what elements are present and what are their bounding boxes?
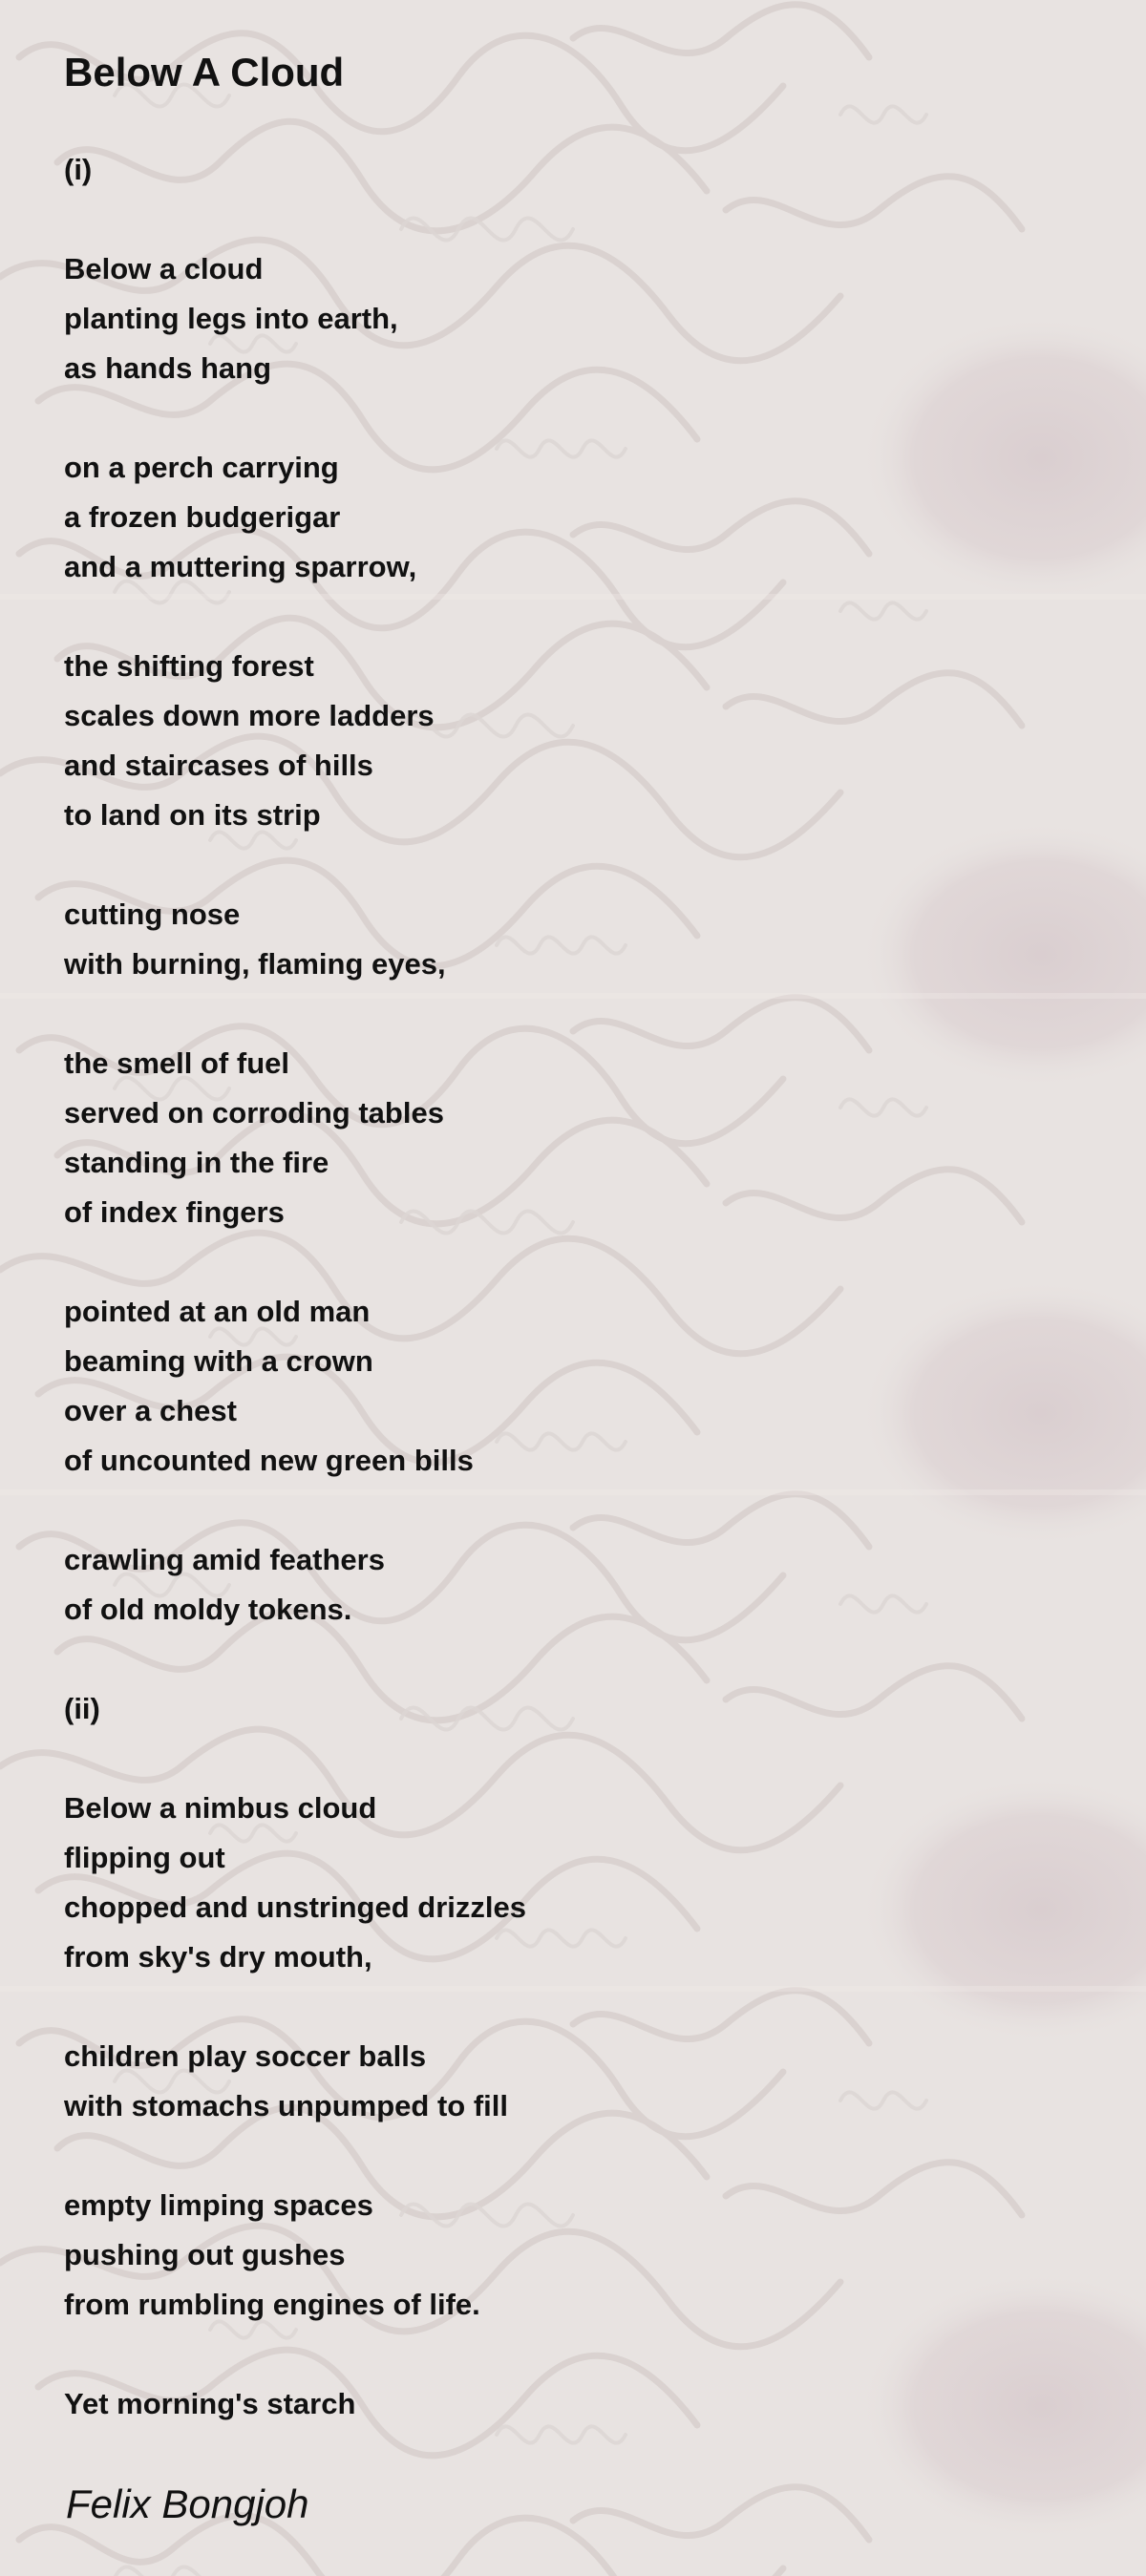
poem-line: Below a nimbus cloud [64, 1791, 377, 1825]
stanza-break [64, 1237, 526, 1287]
stanza-break [64, 840, 526, 890]
poem-line: cutting nose [64, 897, 241, 931]
poem-line: on a perch carrying [64, 451, 339, 484]
poem-line: to land on its strip [64, 798, 321, 832]
poem-line: the shifting forest [64, 649, 314, 683]
poem-line: (i) [64, 153, 93, 186]
stanza-break [64, 2330, 526, 2379]
poem-line: chopped and unstringed drizzles [64, 1890, 526, 1924]
poem-author: Felix Bongjoh [66, 2481, 309, 2526]
poem-line: the smell of fuel [64, 1046, 289, 1080]
poem-line: served on corroding tables [64, 1096, 444, 1130]
stanza-break [64, 1982, 526, 2032]
poem-line: scales down more ladders [64, 699, 435, 732]
poem-line: of index fingers [64, 1195, 285, 1229]
poem-line: empty limping spaces [64, 2188, 373, 2222]
poem-line: with burning, flaming eyes, [64, 947, 446, 981]
stanza-break [64, 1734, 526, 1784]
poem-line: from sky's dry mouth, [64, 1940, 372, 1974]
poem-line: with stomachs unpumped to fill [64, 2089, 508, 2122]
poem-line: Yet morning's starch [64, 2387, 356, 2420]
poem-line: and staircases of hills [64, 749, 373, 782]
poem-body [64, 145, 526, 2429]
poem-line: from rumbling engines of life. [64, 2288, 480, 2321]
poem-line: (ii) [64, 1692, 100, 1725]
poem-line: of old moldy tokens. [64, 1593, 352, 1626]
poem-line: crawling amid feathers [64, 1543, 385, 1576]
stanza-break [64, 2131, 526, 2181]
poem-line: Below a cloud [64, 252, 264, 285]
poem-line: pointed at an old man [64, 1295, 371, 1328]
stanza-break [64, 393, 526, 443]
poem-title: Below A Cloud [64, 50, 345, 95]
poem-line: and a muttering sparrow, [64, 550, 417, 583]
stanza-break [64, 989, 526, 1039]
poem-line: as hands hang [64, 351, 272, 385]
stanza-break [64, 195, 526, 244]
poem-line: a frozen budgerigar [64, 500, 341, 534]
poem-line: standing in the fire [64, 1146, 329, 1179]
poem-line: planting legs into earth, [64, 302, 398, 335]
poem-line: children play soccer balls [64, 2039, 427, 2073]
poem-line: pushing out gushes [64, 2238, 346, 2271]
stanza-break [64, 592, 526, 642]
poem-line: of uncounted new green bills [64, 1444, 474, 1477]
poem-line: over a chest [64, 1394, 237, 1427]
poem-line: beaming with a crown [64, 1344, 373, 1378]
poem-line: flipping out [64, 1841, 225, 1874]
stanza-break [64, 1486, 526, 1535]
stanza-break [64, 1635, 526, 1684]
